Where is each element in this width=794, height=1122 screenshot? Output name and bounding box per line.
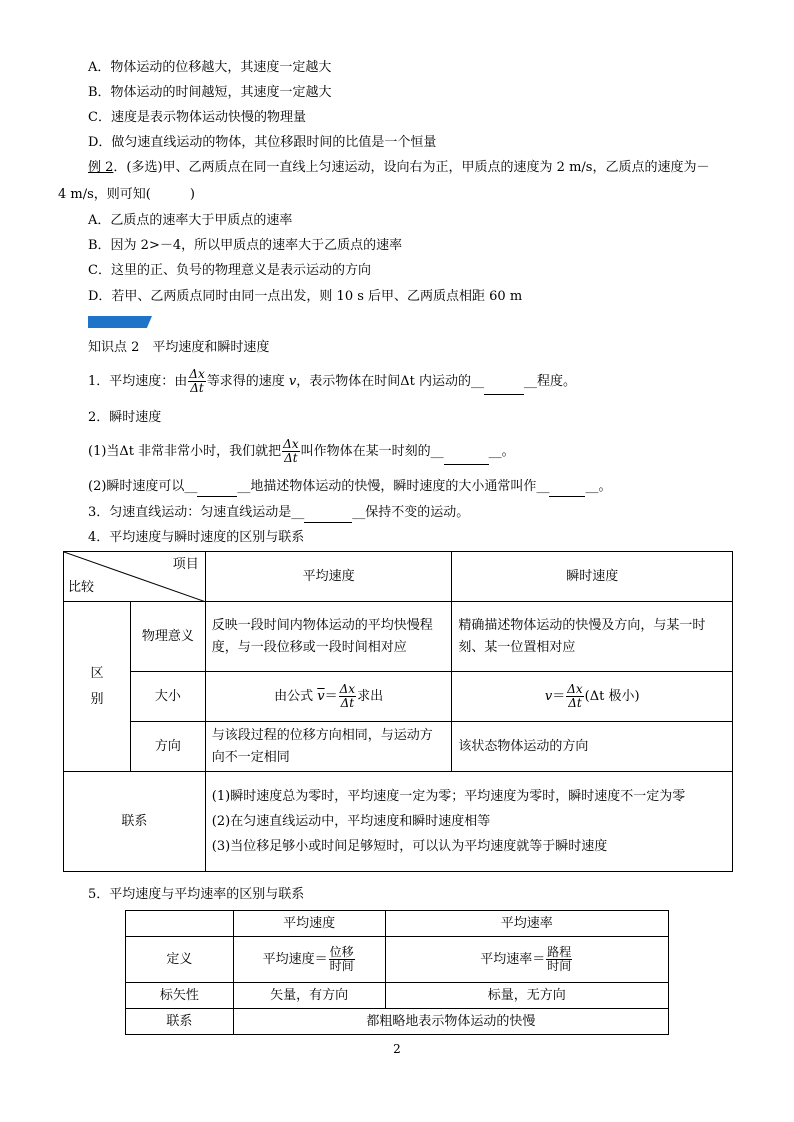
header-instant-velocity: 瞬时速度 bbox=[452, 552, 733, 602]
fraction-dx-dt bbox=[282, 438, 299, 465]
cell: 精确描述物体运动的快慢及方向，与某一时刻、某一位置相对应 bbox=[452, 602, 733, 672]
text: 程度。 bbox=[536, 374, 576, 389]
row-label: 联系 bbox=[126, 1009, 234, 1035]
text: 叫作物体在某一时刻的 bbox=[300, 444, 431, 459]
example2-text: ．(多选)甲、乙两质点在同一直线上匀速运动，设向右为正，甲质点的速度为 2 m/s，乙质点的速度为－ bbox=[113, 160, 710, 175]
cell: 标量，无方向 bbox=[385, 983, 668, 1009]
denominator: Δt bbox=[568, 696, 582, 710]
numerator: Δx bbox=[567, 682, 583, 696]
relation-label: 联系 bbox=[64, 772, 206, 872]
example2-option-d: D．若甲、乙两质点同时由同一点出发，则 10 s 后甲、乙两质点相距 60 m bbox=[88, 289, 523, 304]
cell: 反映一段时间内物体运动的平均快慢程度，与一段位移或一段时间相对应 bbox=[205, 602, 452, 672]
option-b: B．物体运动的时间越短，其速度一定越大 bbox=[88, 85, 332, 100]
table-row bbox=[64, 722, 733, 772]
cell: v＝ $\frac{\Delta x}{\Delta t}$ (Δt 极小) bbox=[452, 672, 733, 722]
empty-cell bbox=[126, 911, 234, 937]
symbol-v: v bbox=[544, 689, 553, 704]
option-a: A．物体运动的位移越大，其速度一定越大 bbox=[88, 60, 332, 75]
option-d: D．做匀速直线运动的物体，其位移跟时间的比值是一个恒量 bbox=[88, 135, 437, 150]
para-1: 1．平均速度：由 $\frac{\Delta x}{\Delta t}$ 等求得的速度 v，表示物体在时间Δt 内运动的__ __程度。 bbox=[88, 367, 576, 395]
example2-label: 例 2 bbox=[88, 160, 114, 175]
section-title: 知识点 2 平均速度和瞬时速度 bbox=[88, 340, 270, 355]
table-row bbox=[64, 672, 733, 722]
example2-line1 bbox=[88, 158, 709, 178]
numerator: 位移 bbox=[329, 945, 354, 959]
fraction bbox=[329, 946, 355, 973]
numerator: Δx bbox=[189, 367, 205, 381]
option-c: C．速度是表示物体运动快慢的物理量 bbox=[88, 110, 306, 125]
para-2-2: (2)瞬时速度可以__ __地描述物体运动的快慢，瞬时速度的大小通常叫作__ __。 bbox=[88, 477, 611, 497]
page-number: 2 bbox=[393, 1042, 401, 1056]
text: 1．平均速度：由 bbox=[88, 374, 188, 389]
numerator: Δx bbox=[339, 682, 356, 696]
example2-option-c: C．这里的正、负号的物理意义是表示运动的方向 bbox=[88, 263, 371, 278]
row-label: 物理意义 bbox=[130, 602, 205, 672]
text: 。 bbox=[598, 479, 612, 494]
comparison-table-2 bbox=[125, 910, 669, 1035]
cell: 都粗略地表示物体运动的快慢 bbox=[233, 1009, 668, 1035]
fraction bbox=[546, 946, 572, 973]
cell: 与该段过程的位移方向相同，与运动方向不一定相同 bbox=[205, 722, 452, 772]
numerator: Δx bbox=[283, 437, 299, 451]
text: 3．匀速直线运动：匀速直线运动是 bbox=[88, 505, 292, 520]
row-label: 标矢性 bbox=[126, 983, 234, 1009]
comparison-table-1 bbox=[63, 551, 733, 872]
text: 等求得的速度 bbox=[206, 374, 289, 389]
blank[interactable] bbox=[304, 508, 352, 523]
group-label bbox=[64, 602, 131, 772]
denominator: Δt bbox=[284, 451, 298, 465]
blank[interactable] bbox=[197, 482, 237, 497]
symbol-v: v bbox=[288, 374, 297, 389]
para-5: 5．平均速度与平均速率的区别与联系 bbox=[88, 887, 305, 902]
para-4: 4．平均速度与瞬时速度的区别与联系 bbox=[88, 530, 305, 545]
corner-bottom-label: 比较 bbox=[68, 580, 95, 595]
text: 由公式 bbox=[274, 689, 318, 704]
example2-line2: 4 m/s，则可知( ) bbox=[58, 187, 195, 202]
text: (Δt 极小) bbox=[584, 689, 640, 704]
blank[interactable] bbox=[444, 450, 489, 465]
example2-option-a: A．乙质点的速率大于甲质点的速率 bbox=[88, 213, 293, 228]
denominator: Δt bbox=[340, 696, 355, 710]
text: (2)瞬时速度可以 bbox=[88, 479, 185, 494]
row-label: 定义 bbox=[126, 937, 234, 983]
text: 求出 bbox=[357, 689, 384, 704]
fraction-dx-dt bbox=[188, 368, 205, 395]
table-row bbox=[126, 1009, 669, 1035]
fraction-dx-dt bbox=[339, 683, 356, 710]
denominator: 时间 bbox=[547, 959, 572, 973]
text: 。 bbox=[501, 444, 515, 459]
section-banner bbox=[88, 316, 152, 328]
header-average-speed: 平均速率 bbox=[385, 911, 668, 937]
text: 地描述物体运动的快慢，瞬时速度的大小通常叫作 bbox=[250, 479, 537, 494]
denominator: Δt bbox=[190, 381, 204, 395]
text: ，表示物体在时间Δt 内运动的 bbox=[296, 374, 471, 389]
header-average-velocity: 平均速度 bbox=[233, 911, 385, 937]
corner-top-label: 项目 bbox=[172, 557, 199, 572]
relation-item: (1)瞬时速度总为零时，平均速度一定为零；平均速度为零时，瞬时速度不一定为零 bbox=[211, 789, 686, 804]
cell bbox=[385, 937, 668, 983]
denominator: 时间 bbox=[329, 959, 354, 973]
para-2: 2．瞬时速度 bbox=[88, 410, 162, 425]
table-row bbox=[64, 602, 733, 672]
text: 保持不变的运动。 bbox=[365, 505, 470, 520]
table-row bbox=[64, 772, 733, 872]
numerator: 路程 bbox=[547, 945, 572, 959]
symbol-v-bar: $\overline{v}$ bbox=[317, 689, 325, 704]
table-header-row bbox=[126, 911, 669, 937]
header-average-velocity: 平均速度 bbox=[205, 552, 452, 602]
example2-option-b: B．因为 2>－4，所以甲质点的速率大于乙质点的速率 bbox=[88, 238, 403, 253]
relation-cell bbox=[205, 772, 732, 872]
para-2-1: (1)当Δt 非常非常小时，我们就把 $\frac{\Delta x}{\Delta t}$ 叫作物体在某一时刻的__ __。 bbox=[88, 437, 515, 465]
relation-item: (3)当位移足够小或时间足够短时，可以认为平均速度就等于瞬时速度 bbox=[211, 839, 608, 854]
cell bbox=[233, 937, 385, 983]
cell: 该状态物体运动的方向 bbox=[452, 722, 733, 772]
row-label: 方向 bbox=[130, 722, 205, 772]
para-3: 3．匀速直线运动：匀速直线运动是__ __保持不变的运动。 bbox=[88, 503, 469, 523]
table-row bbox=[126, 983, 669, 1009]
cell: 由公式 $\overline{v}=$ $\frac{\Delta x}{\Delta t}$ 求出 bbox=[205, 672, 452, 722]
text: 平均速率＝ bbox=[480, 952, 546, 967]
relation-item: (2)在匀速直线运动中，平均速度和瞬时速度相等 bbox=[211, 814, 491, 829]
cell: 矢量，有方向 bbox=[233, 983, 385, 1009]
table-row bbox=[126, 937, 669, 983]
group-label-text: 区 别 bbox=[90, 665, 104, 707]
blank[interactable] bbox=[484, 380, 524, 395]
fraction-dx-dt bbox=[566, 683, 583, 710]
text: 平均速度＝ bbox=[262, 952, 328, 967]
row-label: 大小 bbox=[130, 672, 205, 722]
table-header-row bbox=[64, 552, 733, 602]
blank[interactable] bbox=[549, 482, 585, 497]
corner-cell bbox=[64, 552, 206, 602]
text: (1)当Δt 非常非常小时，我们就把 bbox=[88, 444, 282, 459]
